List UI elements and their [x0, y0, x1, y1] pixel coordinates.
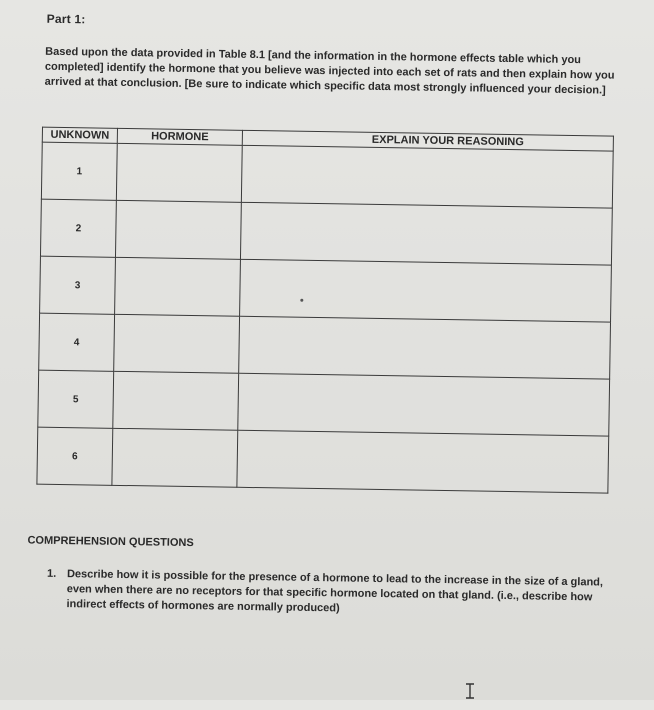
- pen-dot-mark: [300, 299, 303, 302]
- reasoning-answer-cell[interactable]: [240, 259, 612, 322]
- hormone-identification-table: [36, 127, 614, 494]
- table-row: [37, 427, 609, 493]
- reasoning-answer-cell[interactable]: [237, 430, 609, 493]
- question-item: [46, 567, 617, 621]
- hormone-answer-cell[interactable]: [115, 200, 241, 259]
- header-hormone: HORMONE: [117, 128, 242, 145]
- hormone-answer-cell[interactable]: [114, 314, 240, 373]
- comprehension-title: COMPREHENSION QUESTIONS: [27, 534, 194, 550]
- hormone-answer-cell[interactable]: [116, 143, 242, 202]
- reasoning-answer-cell[interactable]: [238, 373, 610, 436]
- table-row: [41, 142, 613, 208]
- table-row: [40, 199, 612, 265]
- reasoning-answer-cell[interactable]: [239, 316, 611, 379]
- unknown-number-cell: 1: [41, 142, 117, 200]
- hormone-answer-cell[interactable]: [112, 428, 238, 487]
- unknown-number-cell: 2: [40, 199, 116, 257]
- unknown-number-cell: 5: [38, 370, 114, 428]
- unknown-number-cell: 4: [39, 313, 115, 371]
- unknown-number-cell: 3: [40, 256, 116, 314]
- header-unknown: UNKNOWN: [42, 127, 117, 143]
- hormone-answer-cell[interactable]: [113, 371, 239, 430]
- part-heading: Part 1:: [46, 11, 86, 27]
- question-number: 1.: [46, 567, 57, 580]
- hormone-answer-cell[interactable]: [115, 257, 241, 316]
- table-row: [40, 256, 612, 322]
- text-cursor-icon: [463, 683, 477, 699]
- table-row: [39, 313, 611, 379]
- unknown-number-cell: 6: [37, 427, 113, 485]
- instructions-paragraph: Based upon the data provided in Table 8.1 [and the information in the hormone effects table which you completed] identify the hormone that you believe was injected into each set of rats and then explain how you arrived at that conclusion. [Be sure to indicate which specific data most strongly influenced your decision.]: [44, 45, 615, 97]
- reasoning-answer-cell[interactable]: [240, 202, 612, 265]
- question-text: Describe how it is possible for the presence of a hormone to lead to the increase in the size of a gland, even when there are no receptors for that specific hormone located on that gland. (i.e., describe how indirect effects of hormones are normally produced): [66, 568, 604, 615]
- reasoning-answer-cell[interactable]: [241, 145, 613, 208]
- table-row: [38, 370, 610, 436]
- header-explain-reasoning: EXPLAIN YOUR REASONING: [242, 130, 613, 151]
